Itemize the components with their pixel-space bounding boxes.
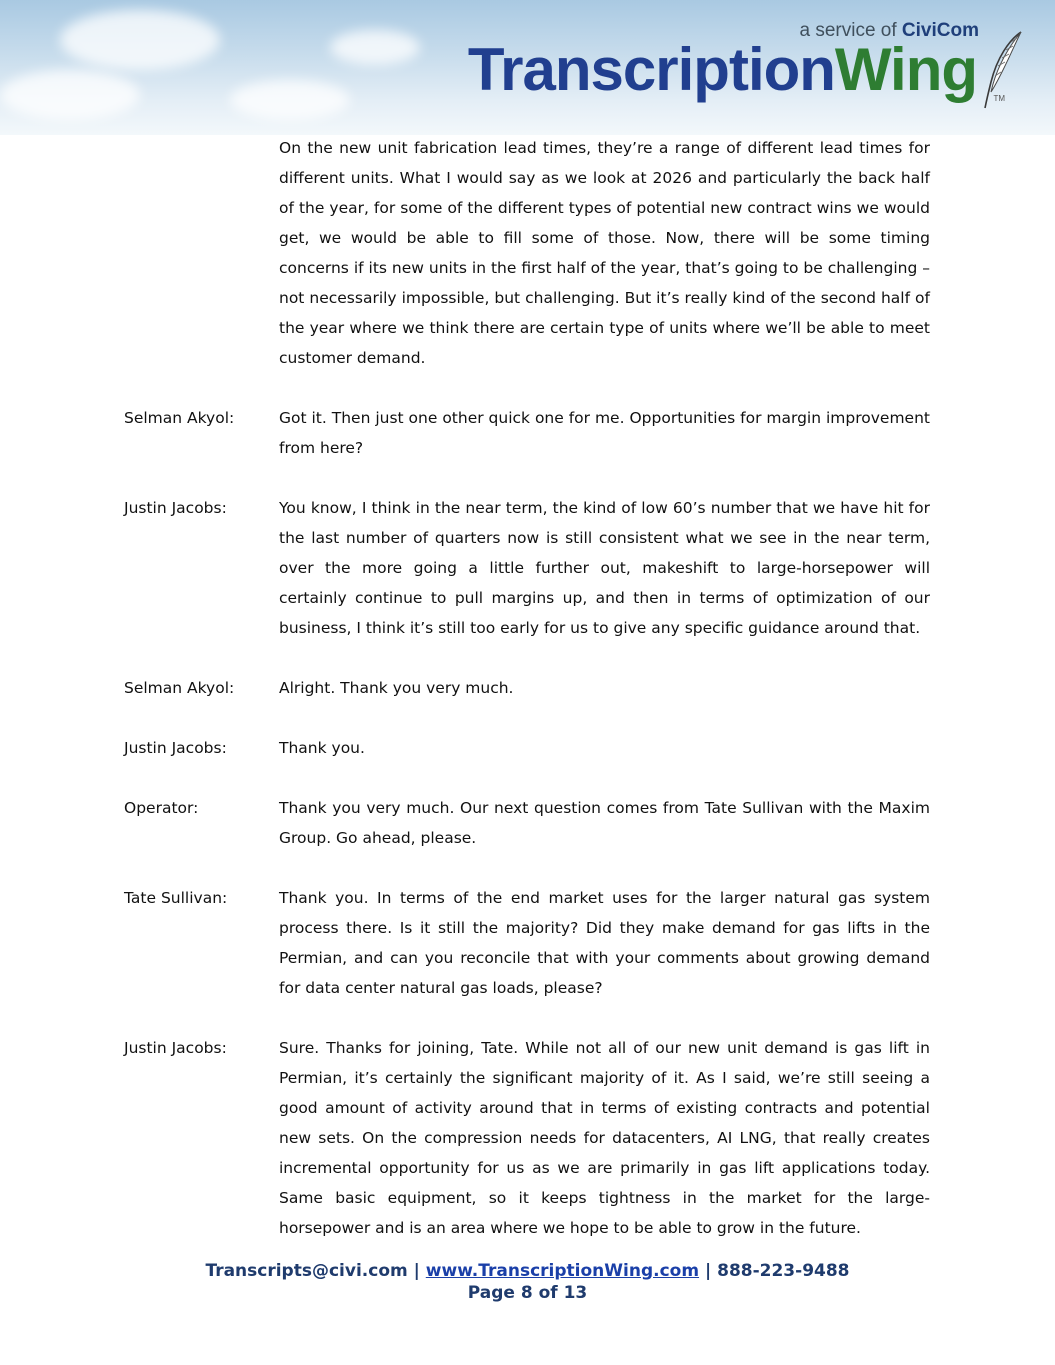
page-footer (0, 1260, 1055, 1304)
logo-part-wing: Wing (834, 36, 977, 103)
footer-email: Transcripts@civi.com (205, 1261, 408, 1281)
speaker-name: Operator: (124, 799, 199, 817)
footer-separator: | (413, 1261, 420, 1281)
speaker-name: Selman Akyol: (124, 679, 235, 697)
civicom-logo-text: CiviCom (901, 20, 979, 41)
footer-separator: | (704, 1261, 712, 1281)
footer-contact-line (0, 1260, 1055, 1282)
transcript-body (124, 133, 930, 1273)
speaker-text: Sure. Thanks for joining, Tate. While not all of our new unit demand is gas lift in Permian, it’s certainly the significant majority of it. As I said, we’re still seeing a good amount of activity around that in terms of existing contracts and potential new sets. On the compression needs for datacenters, AI LNG, that really creates incremental opportunity for us as we are primarily in gas lift applications today. Same basic equipment, so it keeps tightness in the market for the large-horsepower and is an area where we hope to be able to grow in the future. (279, 1039, 930, 1237)
transcript-entry (124, 793, 930, 853)
transcript-entry (124, 883, 930, 1003)
transcript-entry (124, 733, 930, 763)
transcript-entry (124, 133, 930, 373)
speaker-name (124, 133, 279, 373)
speaker-name: Selman Akyol: (124, 409, 235, 427)
speaker-name: Justin Jacobs: (124, 1039, 227, 1057)
page-header-banner (0, 0, 1055, 135)
speaker-text: You know, I think in the near term, the kind of low 60’s number that we have hit for the last number of quarters now is still consistent what we see in the near term, over the more going a little further out, makeshift to large-horsepower will certainly continue to pull margins up, and then in terms of optimization of our business, I think it’s still too early for us to give any specific guidance around that. (279, 499, 930, 637)
continued-paragraph: On the new unit fabrication lead times, they’re a range of different lead times for different units. What I would say as we look at 2026 and particularly the back half of the year, for some of the different types of potential new contract wins we would get, we would be able to fill some of those. Now, there will be some timing concerns if its new units in the first half of the year, that’s going to be challenging – not necessarily impossible, but challenging. But it’s really kind of the second half of the year where we think there are certain type of units where we’ll be able to meet customer demand. (279, 139, 930, 367)
speaker-text: Alright. Thank you very much. (279, 679, 514, 697)
footer-website-link[interactable]: www.TranscriptionWing.com (425, 1261, 700, 1281)
speaker-text: Thank you very much. Our next question comes from Tate Sullivan with the Maxim Group. Go ahead, please. (279, 799, 930, 847)
cloud-decoration (60, 10, 220, 70)
trademark-mark: TM (993, 94, 1005, 103)
page-number: Page 8 of 13 (467, 1283, 588, 1303)
speaker-name: Tate Sullivan: (124, 889, 228, 907)
logo-part-transcription: Transcription (467, 36, 835, 103)
footer-phone: 888-223-9488 (717, 1261, 850, 1281)
transcriptionwing-logo (467, 36, 977, 103)
transcript-entry (124, 493, 930, 643)
speaker-name: Justin Jacobs: (124, 739, 227, 757)
service-prefix: a service of (799, 20, 897, 41)
speaker-text: Thank you. (279, 739, 365, 757)
transcript-entry (124, 403, 930, 463)
transcript-entry (124, 1033, 930, 1243)
speaker-name: Justin Jacobs: (124, 499, 227, 517)
transcript-entry (124, 673, 930, 703)
cloud-decoration (230, 80, 350, 120)
speaker-text: Got it. Then just one other quick one for me. Opportunities for margin improvement from here? (279, 409, 930, 457)
cloud-decoration (0, 70, 140, 120)
speaker-text: Thank you. In terms of the end market uses for the larger natural gas system process there. Is it still the majority? Did they make demand for gas lifts in the Permian, and can you reconcile that with your comments about growing demand for data center natural gas loads, please? (279, 889, 930, 997)
cloud-decoration (330, 30, 420, 65)
